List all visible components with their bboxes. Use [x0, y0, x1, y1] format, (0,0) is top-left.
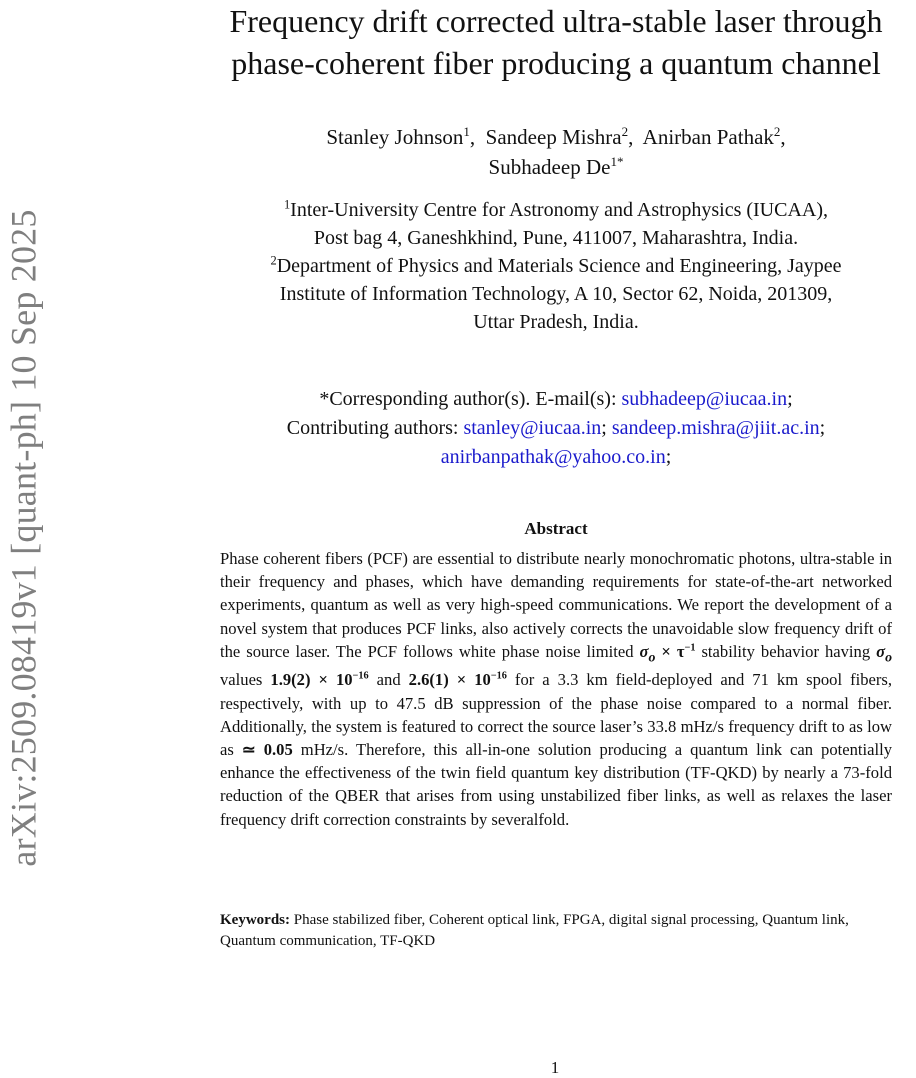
author-affiliation-mark: 2 — [773, 124, 781, 139]
separator: ; — [601, 417, 607, 439]
keywords-list: Phase stabilized fiber, Coherent optical link, FPGA, digital signal processing, Quantum link, Quantum communication, TF-QKD — [220, 912, 849, 949]
math-symbol: σ — [876, 641, 886, 661]
contributing-label: Contributing authors: — [286, 417, 464, 439]
title-line-2: phase-coherent fiber producing a quantum channel — [231, 45, 881, 81]
math-value: ≃ 0.05 — [241, 739, 293, 759]
affiliation-1-line-2: Post bag 4, Ganeshkhind, Pune, 411007, Maharashtra, India. — [313, 227, 799, 249]
author-name: Stanley Johnson — [326, 125, 464, 149]
email-link[interactable]: anirbanpathak@yahoo.co.in — [440, 446, 666, 468]
affiliation-1-line-1: Inter-University Centre for Astronomy and Astrophysics (IUCAA), — [290, 199, 829, 221]
abstract-segment: and — [368, 670, 409, 690]
abstract-segment: for a 3.3 km field-deployed and 71 km spool fibers, respectively, with up to 47.5 dB suppression of the phase noise compared to a normal fiber. Additionally, the system is featured to correct the source laser’s 33.8 mHz/s frequency drift to as low as — [220, 670, 892, 759]
page-number: 1 — [550, 1058, 560, 1077]
keywords — [220, 910, 860, 952]
author-name: Sandeep Mishra — [485, 125, 622, 149]
affiliation-2-line-3: Uttar Pradesh, India. — [473, 311, 639, 333]
math-exponent: −16 — [352, 670, 369, 682]
affiliation-mark: 1 — [283, 197, 291, 212]
contact-info — [196, 385, 916, 472]
arxiv-identifier: arXiv:2509.08419v1 [quant-ph] 10 Sep 2025 — [4, 209, 44, 867]
abstract-text — [220, 547, 892, 831]
math-subscript: o — [648, 649, 656, 665]
corresponding-email-link[interactable]: subhadeep@iucaa.in — [621, 388, 788, 410]
email-link[interactable]: sandeep.mishra@jiit.ac.in — [611, 417, 820, 439]
abstract-segment: values — [220, 670, 271, 690]
affiliation-2-line-2: Institute of Information Technology, A 10, Sector 62, Noida, 201309, — [279, 283, 833, 305]
abstract-heading: Abstract — [524, 519, 588, 538]
abstract-segment: Phase coherent fibers (PCF) are essential to distribute nearly monochromatic photons, ultra-stable in their frequency and phases, which have demanding requirements for state-of-the-art networked experiments, quantum as well as very high-speed communications. We report the development of a novel system that produces PCF links, also actively corrects the unavoidable slow frequency drift of the source laser. The PCF follows white phase noise limited — [220, 549, 892, 661]
math-value: 1.9(2) × 10 — [270, 670, 353, 690]
keywords-label: Keywords: — [220, 912, 290, 928]
paper-title — [196, 0, 916, 84]
author-name: Anirban Pathak — [642, 125, 774, 149]
math-symbol: σ — [639, 641, 649, 661]
math-value: 2.6(1) × 10 — [408, 670, 491, 690]
math-subscript: o — [885, 649, 892, 665]
author-name: Subhadeep De — [488, 155, 611, 179]
email-link[interactable]: stanley@iucaa.in — [463, 417, 602, 439]
corresponding-label: *Corresponding author(s). E-mail(s): — [319, 388, 622, 410]
arxiv-sidebar — [0, 0, 48, 1076]
author-affiliation-mark: 1* — [610, 154, 624, 169]
separator: ; — [787, 388, 793, 410]
abstract-segment: mHz/s. Therefore, this all-in-one solution producing a quantum link can potentially enhance the effectiveness of the twin field quantum key distribution (TF-QKD) by nearly a 73-fold reduction of the QBER that arises from using unstabilized fiber links, as well as relaxes the laser frequency drift correction constraints by severalfold. — [220, 739, 892, 829]
affiliation-2-line-1: Department of Physics and Materials Science and Engineering, Jaypee — [276, 255, 842, 277]
affiliation-mark: 2 — [270, 253, 277, 268]
separator: ; — [819, 417, 826, 439]
separator: ; — [665, 446, 672, 468]
math-symbol: × τ — [655, 641, 685, 661]
author-affiliation-mark: 2 — [621, 124, 629, 139]
affiliations — [196, 196, 916, 336]
math-exponent: −1 — [684, 642, 696, 654]
math-exponent: −16 — [490, 670, 507, 682]
author-list: Stanley Johnson$^1$, Sandeep Mishra$^2$, Anirban Pathak$^2$, Subhadeep $De^{1*}$ — [326, 124, 786, 179]
author-affiliation-mark: 1 — [463, 124, 470, 139]
abstract-segment: stability behavior having — [695, 641, 877, 661]
title-line-1: Frequency drift corrected ultra-stable laser through — [229, 3, 883, 39]
